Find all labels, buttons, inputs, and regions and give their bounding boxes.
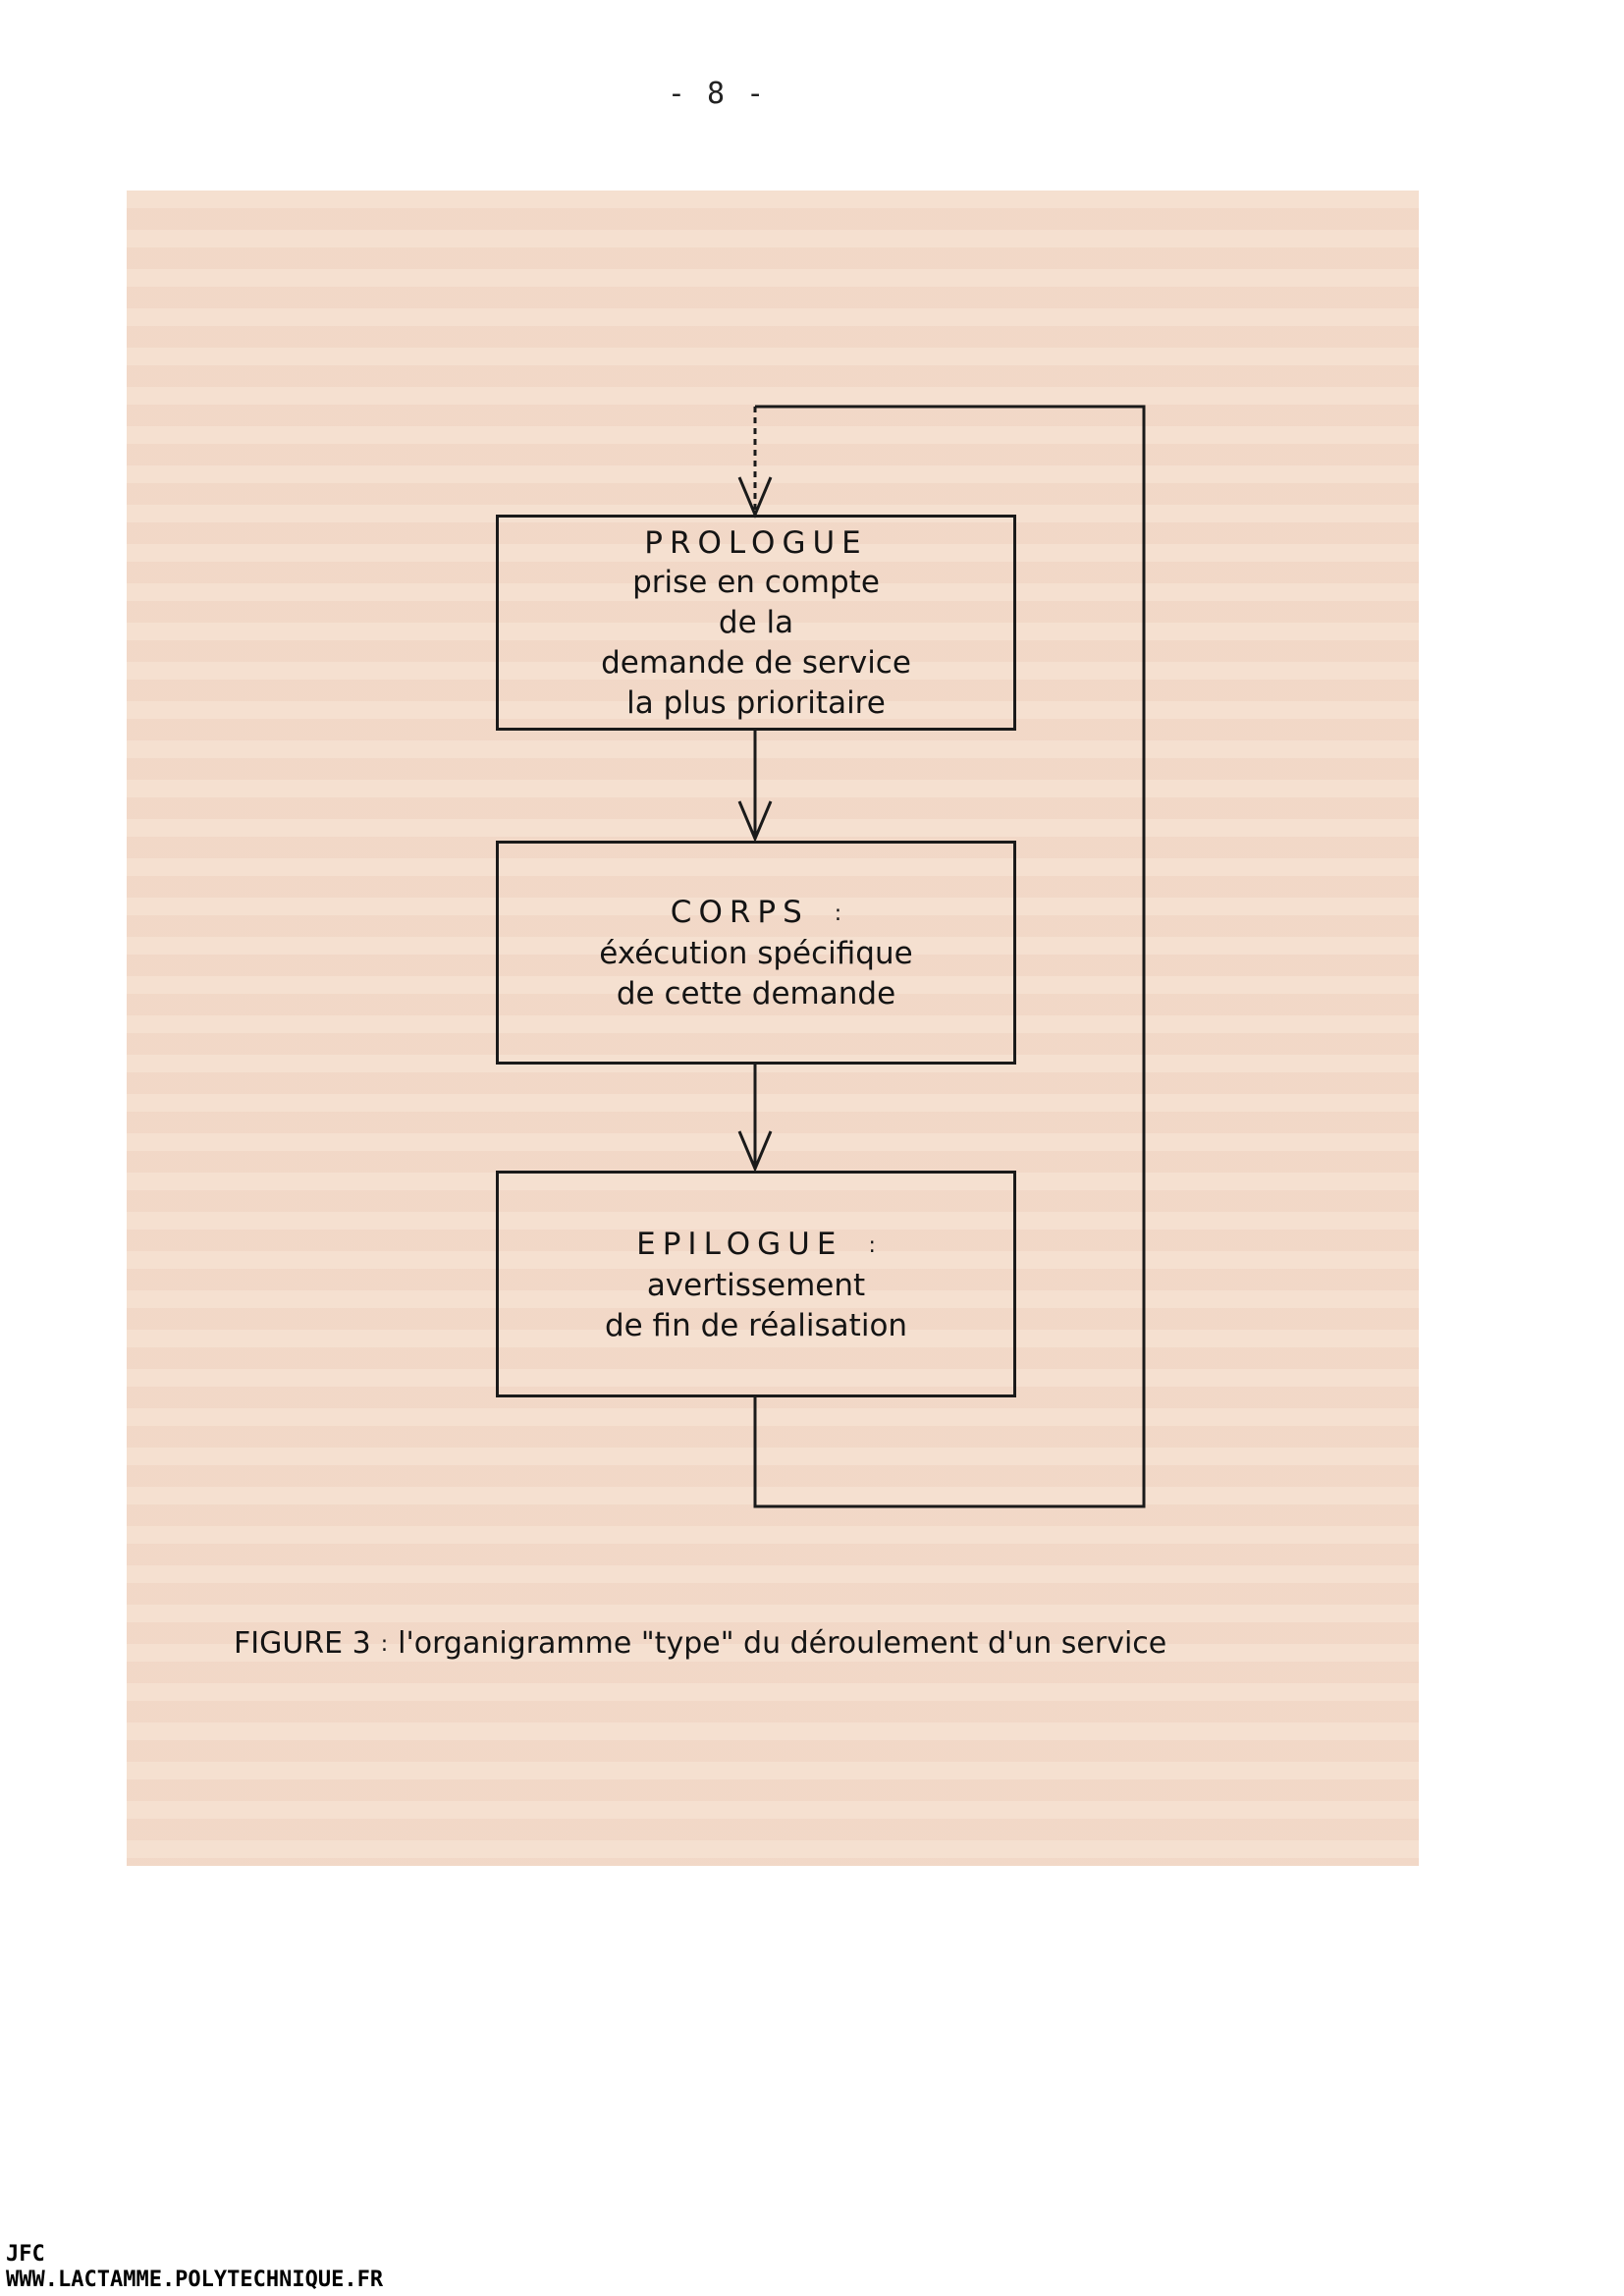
prologue-box	[496, 515, 1016, 731]
epilogue-colon: :	[868, 1232, 876, 1258]
epilogue-line: de fin de réalisation	[604, 1307, 908, 1343]
epilogue-line: avertissement	[646, 1267, 866, 1303]
prologue-line: de la	[718, 605, 794, 640]
prologue-line: demande de service	[601, 645, 911, 681]
epilogue-heading: EPILOGUE	[636, 1227, 843, 1262]
caption-label: FIGURE 3	[234, 1626, 371, 1661]
epilogue-box	[496, 1171, 1016, 1397]
figure-sheet	[127, 191, 1419, 1866]
prologue-line: la plus prioritaire	[626, 685, 886, 721]
prologue-line: prise en compte	[632, 565, 880, 600]
figure-caption	[234, 1626, 1166, 1661]
corps-heading: CORPS	[670, 895, 809, 930]
caption-text: l'organigramme "type" du déroulement d'un service	[398, 1626, 1167, 1661]
corps-box	[496, 841, 1016, 1065]
corps-line: éxécution spécifique	[599, 935, 913, 971]
site-watermark	[6, 2242, 383, 2293]
corps-line: de cette demande	[616, 975, 896, 1011]
prologue-heading: PROLOGUE	[644, 525, 868, 561]
corps-heading-row	[499, 893, 1013, 934]
watermark-url: WWW.LACTAMME.POLYTECHNIQUE.FR	[6, 2268, 384, 2292]
corps-colon: :	[834, 901, 842, 926]
caption-separator: :	[380, 1632, 389, 1657]
page-number: - 8 -	[667, 77, 767, 111]
watermark-initials: JFC	[6, 2242, 45, 2267]
epilogue-heading-row	[499, 1225, 1013, 1266]
